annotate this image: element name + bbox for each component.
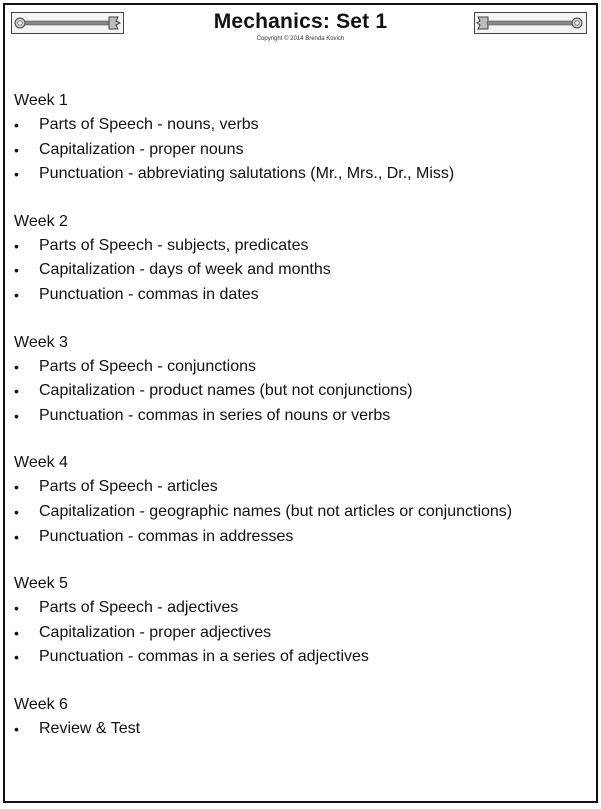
copyright-notice: Copyright © 2014 Brenda Kovich xyxy=(256,36,345,42)
item-text: Parts of Speech - subjects, predicates xyxy=(39,236,309,254)
list-item xyxy=(14,645,589,670)
week-heading: Week 1 xyxy=(14,92,68,109)
bullet-icon: • xyxy=(14,720,19,737)
bullet-icon: • xyxy=(14,141,19,158)
item-text: Capitalization - product names (but not conjunctions) xyxy=(39,382,413,400)
list-item xyxy=(14,525,589,550)
item-text: Punctuation - commas in dates xyxy=(39,285,259,303)
item-text: Punctuation - abbreviating salutations (Mr., Mrs., Dr., Miss) xyxy=(39,165,455,183)
item-text: Capitalization - days of week and months xyxy=(39,261,331,279)
bullet-icon: • xyxy=(14,262,19,279)
item-text: Capitalization - proper adjectives xyxy=(39,623,272,641)
bullet-icon: • xyxy=(14,503,19,520)
bullet-icon: • xyxy=(14,286,19,303)
week-section xyxy=(14,451,589,549)
list-item xyxy=(14,113,589,138)
week-list xyxy=(14,89,589,765)
list-item xyxy=(14,500,589,525)
bullet-icon: • xyxy=(14,479,19,496)
wrench-icon xyxy=(11,12,124,34)
item-text: Parts of Speech - nouns, verbs xyxy=(39,116,259,133)
item-text: Punctuation - commas in addresses xyxy=(39,527,294,545)
item-text: Punctuation - commas in series of nouns or verbs xyxy=(39,406,391,424)
week-heading: Week 4 xyxy=(14,454,68,472)
item-text: Capitalization - proper nouns xyxy=(39,140,244,158)
page-title: Mechanics: Set 1 xyxy=(213,10,388,33)
week-section xyxy=(14,89,589,187)
week-heading: Week 2 xyxy=(14,212,68,230)
bullet-icon: • xyxy=(14,237,19,254)
list-item xyxy=(14,162,589,187)
list-item xyxy=(14,355,589,380)
wrench-icon xyxy=(474,12,587,34)
week-section xyxy=(14,210,589,308)
item-text: Parts of Speech - conjunctions xyxy=(39,357,257,375)
bullet-icon: • xyxy=(14,600,19,617)
list-item xyxy=(14,379,589,404)
list-item xyxy=(14,258,589,283)
list-item xyxy=(14,404,589,429)
item-text: Punctuation - commas in a series of adjectives xyxy=(39,648,369,666)
week-section xyxy=(14,331,589,429)
list-item xyxy=(14,138,589,163)
list-item xyxy=(14,475,589,500)
bullet-icon: • xyxy=(14,117,19,133)
week-heading: Week 5 xyxy=(14,575,68,593)
bullet-icon: • xyxy=(14,358,19,375)
bullet-icon: • xyxy=(14,649,19,666)
bullet-icon: • xyxy=(14,383,19,400)
list-item xyxy=(14,234,589,259)
week-section xyxy=(14,693,589,742)
page-header xyxy=(0,0,601,50)
bullet-icon: • xyxy=(14,407,19,424)
list-item xyxy=(14,621,589,646)
item-text: Capitalization - geographic names (but not articles or conjunctions) xyxy=(39,502,513,520)
list-item xyxy=(14,283,589,308)
bullet-icon: • xyxy=(14,528,19,545)
week-heading: Week 3 xyxy=(14,333,68,351)
item-text: Review & Test xyxy=(39,719,141,737)
item-text: Parts of Speech - adjectives xyxy=(39,599,239,617)
week-heading: Week 6 xyxy=(14,695,68,713)
bullet-icon: • xyxy=(14,624,19,641)
bullet-icon: • xyxy=(14,166,19,183)
list-item xyxy=(14,717,589,742)
item-text: Parts of Speech - articles xyxy=(39,478,218,496)
list-item xyxy=(14,596,589,621)
week-section xyxy=(14,572,589,670)
